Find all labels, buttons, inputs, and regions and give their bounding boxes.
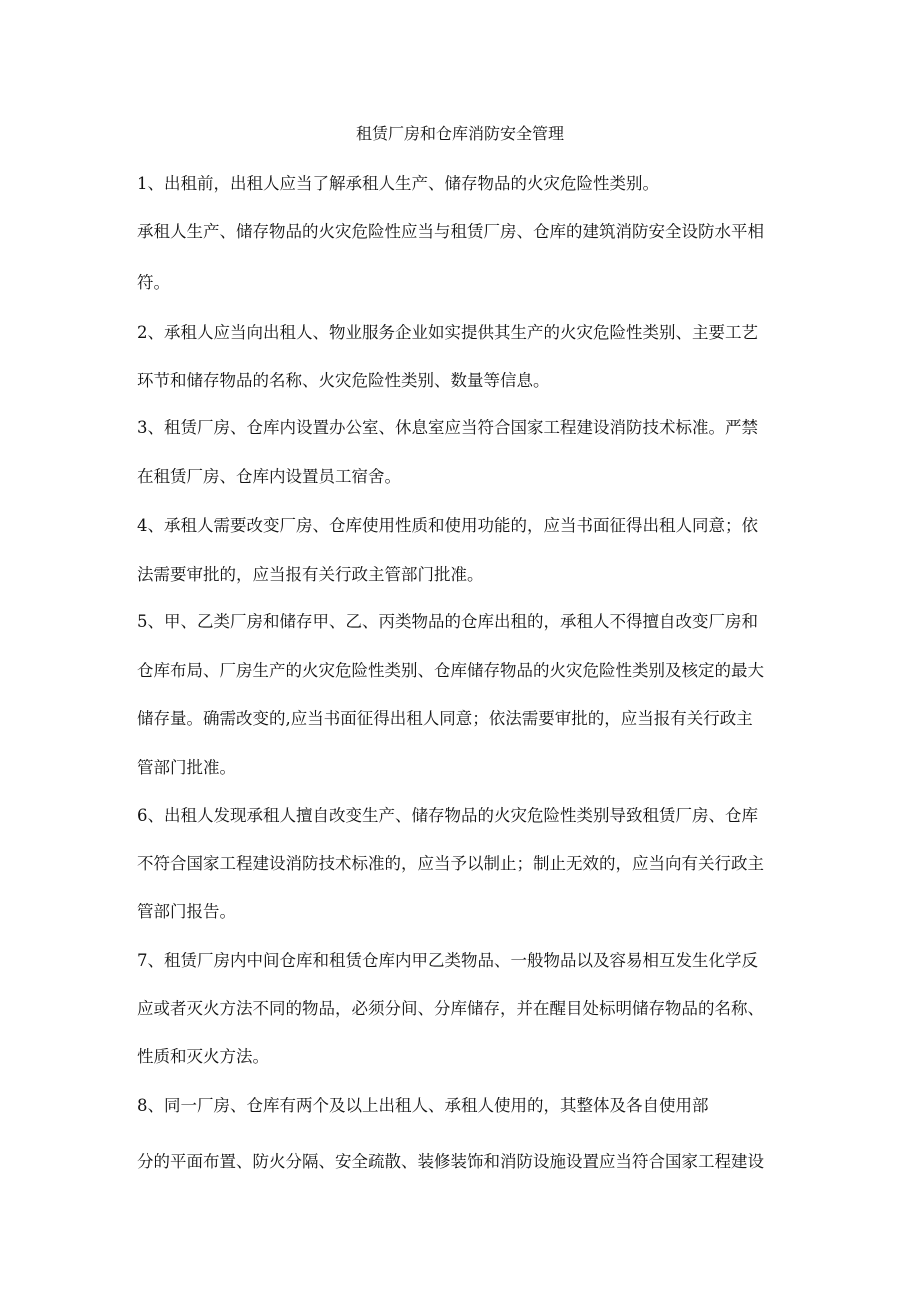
paragraph-line: 5、甲、乙类厂房和储存甲、乙、丙类物品的仓库出租的，承租人不得擅自改变厂房和 (137, 612, 758, 631)
paragraph-line: 应或者灭火方法不同的物品，必须分间、分库储存，并在醒目处标明储存物品的名称、 (137, 999, 764, 1018)
paragraph-line: 性质和灭火方法。 (137, 1047, 269, 1066)
paragraph-line: 3、租赁厂房、仓库内设置办公室、休息室应当符合国家工程建设消防技术标准。严禁 (137, 418, 758, 437)
paragraph-line: 不符合国家工程建设消防技术标准的，应当予以制止；制止无效的，应当向有关行政主 (137, 854, 764, 873)
paragraph-line: 分的平面布置、防火分隔、安全疏散、装修装饰和消防设施设置应当符合国家工程建设 (137, 1152, 764, 1171)
paragraph-line: 仓库布局、厂房生产的火灾危险性类别、仓库储存物品的火灾危险性类别及核定的最大 (137, 661, 764, 680)
paragraph-line: 管部门报告。 (137, 902, 236, 921)
paragraph-line: 环节和储存物品的名称、火灾危险性类别、数量等信息。 (137, 371, 550, 390)
paragraph-line: 承租人生产、储存物品的火灾危险性应当与租赁厂房、仓库的建筑消防安全设防水平相 (137, 222, 764, 241)
paragraph-line: 2、承租人应当向出租人、物业服务企业如实提供其生产的火灾危险性类别、主要工艺 (137, 323, 758, 342)
paragraph-line: 管部门批准。 (137, 758, 236, 777)
paragraph-line: 8、同一厂房、仓库有两个及以上出租人、承租人使用的，其整体及各自使用部 (137, 1096, 709, 1115)
paragraph-line: 在租赁厂房、仓库内设置员工宿舍。 (137, 467, 401, 486)
document-title: 租赁厂房和仓库消防安全管理 (355, 124, 564, 143)
paragraph-line: 法需要审批的，应当报有关行政主管部门批准。 (137, 565, 484, 584)
paragraph-line: 符。 (137, 273, 170, 292)
paragraph-line: 7、租赁厂房内中间仓库和租赁仓库内甲乙类物品、一般物品以及容易相互发生化学反 (137, 951, 758, 970)
paragraph-line: 1、出租前，出租人应当了解承租人生产、储存物品的火灾危险性类别。 (137, 174, 659, 193)
paragraph-line: 4、承租人需要改变厂房、仓库使用性质和使用功能的，应当书面征得出租人同意；依 (137, 516, 758, 535)
paragraph-line: 6、出租人发现承租人擅自改变生产、储存物品的火灾危险性类别导致租赁厂房、仓库 (137, 806, 758, 825)
paragraph-line: 储存量。确需改变的,应当书面征得出租人同意；依法需要审批的，应当报有关行政主 (137, 709, 753, 728)
